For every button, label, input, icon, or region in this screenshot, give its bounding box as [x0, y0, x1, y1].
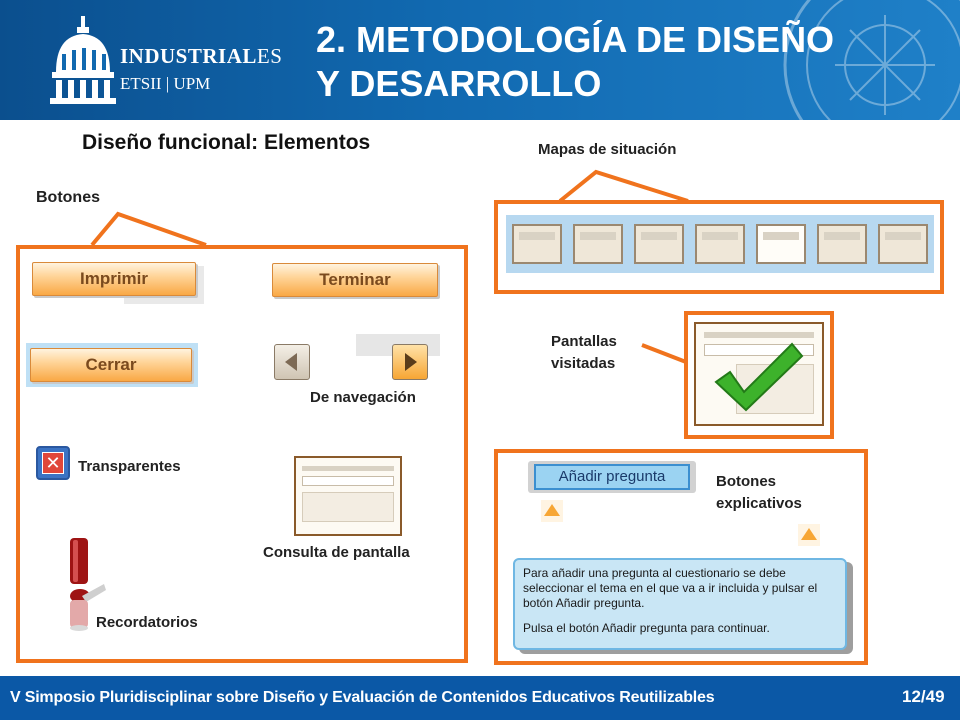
logo-name: INDUSTRIALES	[120, 44, 283, 68]
map-thumbnail[interactable]	[634, 224, 684, 264]
checkmark-icon	[710, 338, 806, 414]
map-thumbnail[interactable]	[573, 224, 623, 264]
arrow-right-icon	[393, 345, 427, 379]
buttons-heading: Botones	[36, 189, 100, 206]
imprimir-button[interactable]: Imprimir	[32, 262, 196, 296]
screen-query-label: Consulta de pantalla	[263, 544, 410, 561]
screen-query-thumbnail[interactable]	[294, 456, 402, 536]
transparent-label: Transparentes	[78, 458, 181, 475]
visited-screens-label: Pantallas visitadas	[551, 333, 617, 372]
next-button[interactable]	[392, 344, 428, 380]
section-title: Diseño funcional: Elementos	[82, 131, 371, 154]
slide-title-line-1: 2. METODOLOGÍA DE DISEÑO	[316, 19, 835, 60]
map-thumbnail-current[interactable]	[756, 224, 806, 264]
explanation-box: Para añadir una pregunta al cuestionario se debe seleccionar el tema en el que va a ir incluida y pulsar el botón Añadir pregunta. Pulsa el botón Añadir pregunta para continuar.	[513, 558, 847, 650]
situation-map-strip	[506, 215, 934, 273]
hint-triangle-icon[interactable]	[544, 504, 560, 516]
previous-button[interactable]	[274, 344, 310, 380]
close-icon: ✕	[42, 452, 64, 474]
add-question-button[interactable]: Añadir pregunta	[534, 464, 690, 490]
cerrar-button[interactable]: Cerrar	[30, 348, 192, 382]
logo-subtitle: ETSII | UPM	[120, 74, 211, 93]
close-transparent-button[interactable]	[36, 446, 70, 480]
map-thumbnail[interactable]	[878, 224, 928, 264]
maps-heading: Mapas de situación	[538, 141, 677, 158]
slide-title-line-2: Y DESARROLLO	[316, 63, 602, 104]
arrow-left-icon	[275, 345, 309, 379]
map-thumbnail[interactable]	[817, 224, 867, 264]
map-thumbnail[interactable]	[695, 224, 745, 264]
explanatory-buttons-label: Botones explicativos	[716, 473, 802, 512]
reminders-label: Recordatorios	[96, 614, 198, 631]
slide-footer	[0, 676, 960, 720]
map-thumbnail[interactable]	[512, 224, 562, 264]
navigation-label: De navegación	[310, 389, 416, 406]
page-number: 12/49	[902, 687, 945, 706]
hint-triangle-icon[interactable]	[801, 528, 817, 540]
terminar-button[interactable]: Terminar	[272, 263, 438, 297]
footer-text: V Simposio Pluridisciplinar sobre Diseño y Evaluación de Contenidos Educativos Reutilizables	[10, 689, 715, 706]
visited-screen-thumbnail	[694, 322, 824, 426]
